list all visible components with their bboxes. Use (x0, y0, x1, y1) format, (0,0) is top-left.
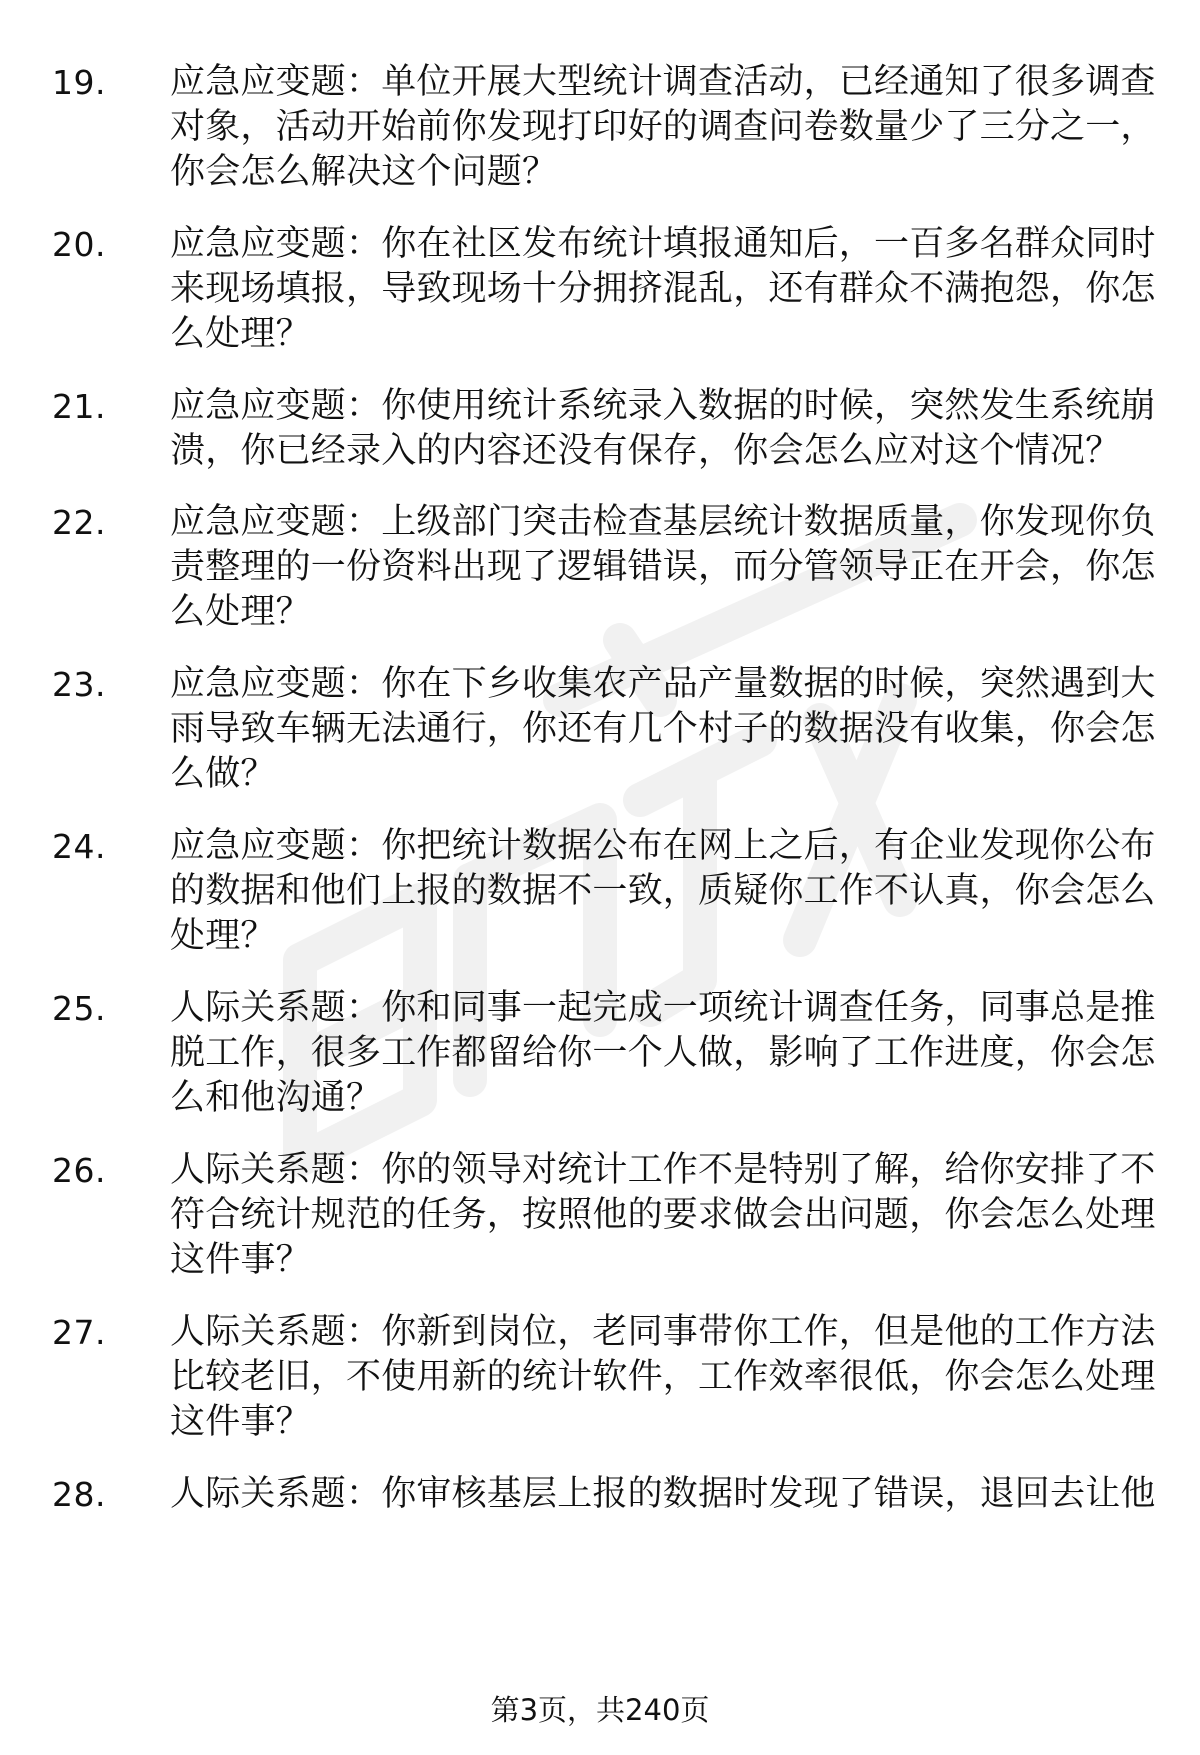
question-text: 人际关系题：你新到岗位，老同事带你工作，但是他的工作方法比较老旧，不使用新的统计软件，工作效率很低，你会怎么处理这件事？ (170, 1312, 1156, 1442)
question-number: 23. (52, 665, 106, 704)
question-item (0, 1472, 1200, 1517)
question-number: 27. (52, 1313, 106, 1352)
question-text: 人际关系题：你的领导对统计工作不是特别了解，给你安排了不符合统计规范的任务，按照他的要求做会出问题，你会怎么处理这件事？ (170, 1150, 1156, 1280)
question-item (0, 986, 1200, 1121)
question-number: 28. (52, 1475, 106, 1514)
question-item (0, 60, 1200, 195)
question-item (0, 662, 1200, 797)
question-text: 人际关系题：你审核基层上报的数据时发现了错误，退回去让他 (170, 1474, 1156, 1514)
question-item (0, 824, 1200, 959)
question-number: 21. (52, 387, 106, 426)
question-item (0, 1148, 1200, 1283)
page-footer: 第3页，共240页 (490, 1693, 710, 1727)
question-item (0, 222, 1200, 357)
question-number: 26. (52, 1151, 106, 1190)
question-text: 人际关系题：你和同事一起完成一项统计调查任务，同事总是推脱工作，很多工作都留给你一个人做，影响了工作进度，你会怎么和他沟通？ (170, 988, 1156, 1118)
question-number: 25. (52, 989, 106, 1028)
question-item (0, 384, 1200, 474)
question-number: 24. (52, 827, 106, 866)
question-item (0, 1310, 1200, 1445)
question-text: 应急应变题：上级部门突击检查基层统计数据质量，你发现你负责整理的一份资料出现了逻辑错误，而分管领导正在开会，你怎么处理？ (170, 502, 1156, 632)
question-text: 应急应变题：你在社区发布统计填报通知后，一百多名群众同时来现场填报，导致现场十分拥挤混乱，还有群众不满抱怨，你怎么处理？ (170, 224, 1156, 354)
question-text: 应急应变题：你在下乡收集农产品产量数据的时候，突然遇到大雨导致车辆无法通行，你还有几个村子的数据没有收集，你会怎么做？ (170, 664, 1156, 794)
question-text: 应急应变题：单位开展大型统计调查活动，已经通知了很多调查对象，活动开始前你发现打印好的调查问卷数量少了三分之一，你会怎么解决这个问题？ (170, 62, 1156, 192)
question-number: 22. (52, 503, 106, 542)
question-item (0, 500, 1200, 635)
question-number: 19. (52, 63, 106, 102)
question-text: 应急应变题：你把统计数据公布在网上之后，有企业发现你公布的数据和他们上报的数据不一致，质疑你工作不认真，你会怎么处理？ (170, 826, 1156, 956)
question-number: 20. (52, 225, 106, 264)
question-text: 应急应变题：你使用统计系统录入数据的时候，突然发生系统崩溃，你已经录入的内容还没有保存，你会怎么应对这个情况？ (170, 386, 1156, 471)
